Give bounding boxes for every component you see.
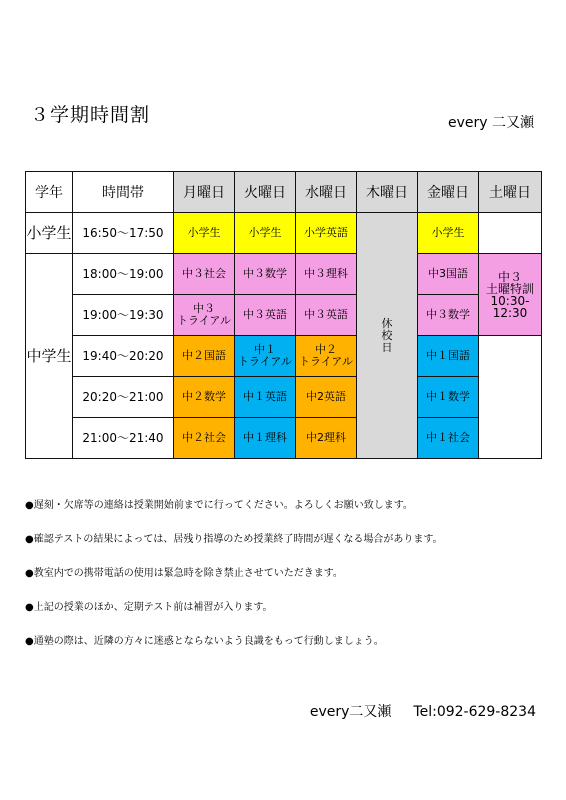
class-cell: 小学英語: [296, 213, 357, 254]
class-cell: 中１ トライアル: [235, 336, 296, 377]
header-row: [26, 172, 542, 213]
class-cell: 中１英語: [235, 377, 296, 418]
class-cell: 中１数学: [418, 377, 479, 418]
grade-junior-high: 中学生: [26, 254, 73, 459]
header-monday: 月曜日: [174, 172, 235, 213]
time-slot: 21:00～21:40: [73, 418, 174, 459]
note-item: ●教室内での携帯電話の使用は緊急時を除き禁止させていただきます。: [25, 568, 343, 579]
class-cell: 中3国語: [418, 254, 479, 295]
footer-contact: [310, 701, 536, 721]
class-cell: 中３理科: [296, 254, 357, 295]
note-item: ●上記の授業のほか、定期テスト前は補習が入ります。: [25, 602, 273, 613]
empty-cell: [479, 336, 542, 459]
note-item: ●通塾の際は、近隣の方々に迷惑とならないよう良識をもって行動しましょう。: [25, 636, 384, 647]
thursday-closed-cell: [357, 213, 418, 459]
class-cell: 中２数学: [174, 377, 235, 418]
class-cell: 中２社会: [174, 418, 235, 459]
header-thursday: 木曜日: [357, 172, 418, 213]
header-grade: 学年: [26, 172, 73, 213]
class-cell: 中１国語: [418, 336, 479, 377]
footer-phone: Tel:092-629-8234: [413, 704, 536, 720]
class-cell: 中１社会: [418, 418, 479, 459]
table-row: [26, 254, 542, 295]
class-cell: 小学生: [418, 213, 479, 254]
header-tuesday: 火曜日: [235, 172, 296, 213]
class-cell: 中３ トライアル: [174, 295, 235, 336]
empty-cell: [479, 213, 542, 254]
saturday-special-cell: [479, 254, 542, 336]
notes-list: [25, 496, 443, 666]
class-cell: 小学生: [235, 213, 296, 254]
class-cell: 中2理科: [296, 418, 357, 459]
table-row: [26, 418, 542, 459]
thursday-closed-label: 休 校 日: [381, 316, 393, 354]
time-slot: 16:50～17:50: [73, 213, 174, 254]
class-cell: 中１理科: [235, 418, 296, 459]
footer-school-name: every二又瀬: [309, 704, 392, 720]
timetable: [25, 171, 542, 459]
table-row: [26, 295, 542, 336]
header-wednesday: 水曜日: [296, 172, 357, 213]
page-title: ３学期時間割: [30, 104, 151, 126]
header-friday: 金曜日: [418, 172, 479, 213]
time-slot: 19:00～19:30: [73, 295, 174, 336]
class-cell: 中３英語: [296, 295, 357, 336]
note-item: ●確認テストの結果によっては、居残り指導のため授業終了時間が遅くなる場合があります。: [25, 534, 443, 545]
header-saturday: 土曜日: [479, 172, 542, 213]
header-time: 時間帯: [73, 172, 174, 213]
class-cell: 小学生: [174, 213, 235, 254]
note-item: ●遅刻・欠席等の連絡は授業開始前までに行ってください。よろしくお願い致します。: [25, 500, 413, 511]
table-row: [26, 377, 542, 418]
time-slot: 19:40～20:20: [73, 336, 174, 377]
saturday-special-label: 中３ 土曜特訓 10:30- 12:30: [485, 269, 534, 320]
class-cell: 中2英語: [296, 377, 357, 418]
table-row: [26, 336, 542, 377]
class-cell: 中３英語: [235, 295, 296, 336]
class-cell: 中３数学: [418, 295, 479, 336]
table-row: [26, 213, 542, 254]
class-cell: 中３社会: [174, 254, 235, 295]
grade-elementary: 小学生: [26, 213, 73, 254]
time-slot: 20:20～21:00: [73, 377, 174, 418]
school-name: every 二又瀬: [447, 115, 534, 131]
time-slot: 18:00～19:00: [73, 254, 174, 295]
class-cell: 中３数学: [235, 254, 296, 295]
class-cell: 中２ トライアル: [296, 336, 357, 377]
class-cell: 中２国語: [174, 336, 235, 377]
